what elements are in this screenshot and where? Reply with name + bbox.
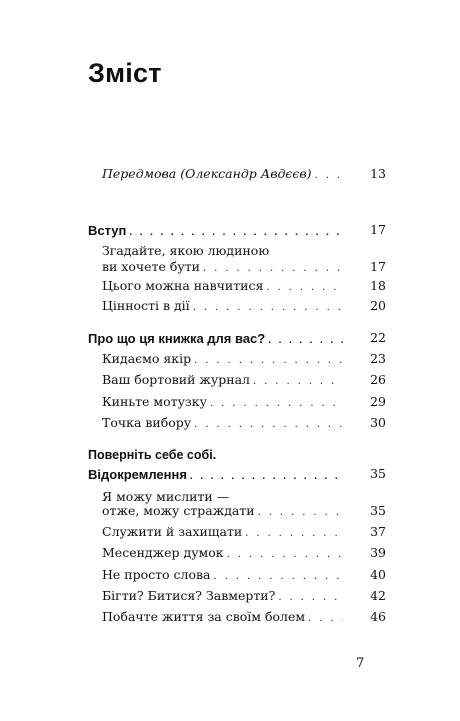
toc-entry-label: Точка вибору — [102, 415, 192, 430]
toc-leader-dots — [214, 572, 343, 582]
toc-section-intro[interactable] — [88, 222, 386, 238]
toc-leader-dots — [129, 228, 343, 238]
toc-entry-label: Відокремлення — [88, 467, 187, 482]
toc-entry-label: Про що ця книжка для вас? — [88, 331, 266, 346]
toc-leader-dots — [227, 550, 343, 560]
toc-entry-logbook[interactable] — [102, 372, 386, 387]
toc-entry-page: 40 — [370, 567, 386, 582]
toc-entry-page: 29 — [370, 394, 386, 409]
toc-entry-serve-protect[interactable] — [102, 524, 386, 539]
toc-entry-label: Побачте життя за своїм болем — [102, 609, 306, 624]
toc-entry-page: 18 — [370, 278, 386, 293]
toc-entry-page: 26 — [370, 372, 386, 387]
toc-leader-dots — [315, 171, 343, 181]
toc-entry-see-life-beyond-pain[interactable] — [102, 609, 386, 624]
toc-entry-label: Киньте мотузку — [102, 394, 207, 409]
toc-entry-label-line1: Я можу мислити — — [102, 489, 230, 504]
toc-entry-drop-anchor[interactable] — [102, 351, 386, 366]
toc-leader-dots — [193, 303, 343, 313]
toc-leader-dots — [194, 420, 343, 430]
toc-entry-page: 35 — [370, 503, 386, 518]
toc-leader-dots — [210, 399, 343, 409]
toc-entry-label: Месенджер думок — [102, 545, 224, 560]
toc-leader-dots — [253, 377, 343, 387]
toc-entry-label: Бігти? Битися? Завмерти? — [102, 588, 276, 603]
toc-leader-dots — [278, 593, 343, 603]
toc-entry-remember[interactable] — [102, 259, 386, 274]
toc-entry-page: 17 — [370, 222, 386, 237]
toc-entry-values-in-action[interactable] — [102, 298, 386, 313]
toc-entry-page: 42 — [370, 588, 386, 603]
toc-leader-dots — [266, 283, 343, 293]
toc-entry-page: 13 — [370, 166, 386, 181]
toc-leader-dots — [258, 508, 343, 518]
page-title: Зміст — [88, 58, 162, 88]
toc-entry-drop-rope[interactable] — [102, 394, 386, 409]
toc-leader-dots — [190, 472, 343, 482]
page-number: 7 — [356, 656, 365, 671]
toc-entry-label: ви хочете бути — [102, 259, 200, 274]
toc-entry-page: 30 — [370, 415, 386, 430]
toc-entry-choice-point[interactable] — [102, 415, 386, 430]
toc-entry-label: Не просто слова — [102, 567, 211, 582]
toc-entry-page: 20 — [370, 298, 386, 313]
toc-entry-label: отже, можу страждати — [102, 503, 255, 518]
toc-entry-label: Цього можна навчитися — [102, 278, 264, 293]
toc-leader-dots — [308, 614, 343, 624]
toc-section-about-book[interactable] — [88, 330, 386, 346]
toc-section-label-line1: Поверніть себе собі. — [88, 448, 217, 462]
toc-entry-thought-messenger[interactable] — [102, 545, 386, 560]
toc-entry-page: 17 — [370, 259, 386, 274]
toc-entry-not-just-words[interactable] — [102, 567, 386, 582]
toc-leader-dots — [245, 529, 343, 539]
toc-entry-foreword[interactable] — [102, 166, 386, 181]
toc-entry-page: 39 — [370, 545, 386, 560]
toc-entry-think-suffer[interactable] — [102, 503, 386, 518]
toc-entry-page: 22 — [370, 330, 386, 345]
toc-leader-dots — [203, 264, 343, 274]
toc-entry-label: Служити й захищати — [102, 524, 243, 539]
toc-leader-dots — [268, 336, 343, 346]
toc-entry-label-line1: Згадайте, якою людиною — [102, 243, 270, 258]
toc-entry-page: 37 — [370, 524, 386, 539]
toc-entry-fight-flight-freeze[interactable] — [102, 588, 386, 603]
toc-entry-page: 35 — [370, 466, 386, 481]
toc-entry-learnable[interactable] — [102, 278, 386, 293]
toc-entry-label: Кидаємо якір — [102, 351, 192, 366]
toc-entry-label: Ваш бортовий журнал — [102, 372, 250, 387]
toc-entry-label: Передмова (Олександр Авдєєв) — [102, 166, 312, 181]
toc-leader-dots — [194, 356, 343, 366]
toc-entry-page: 23 — [370, 351, 386, 366]
toc-section-defusion[interactable] — [88, 466, 386, 482]
toc-entry-label: Вступ — [88, 223, 127, 238]
toc-entry-page: 46 — [370, 609, 386, 624]
toc-entry-label: Цінності в дії — [102, 298, 190, 313]
